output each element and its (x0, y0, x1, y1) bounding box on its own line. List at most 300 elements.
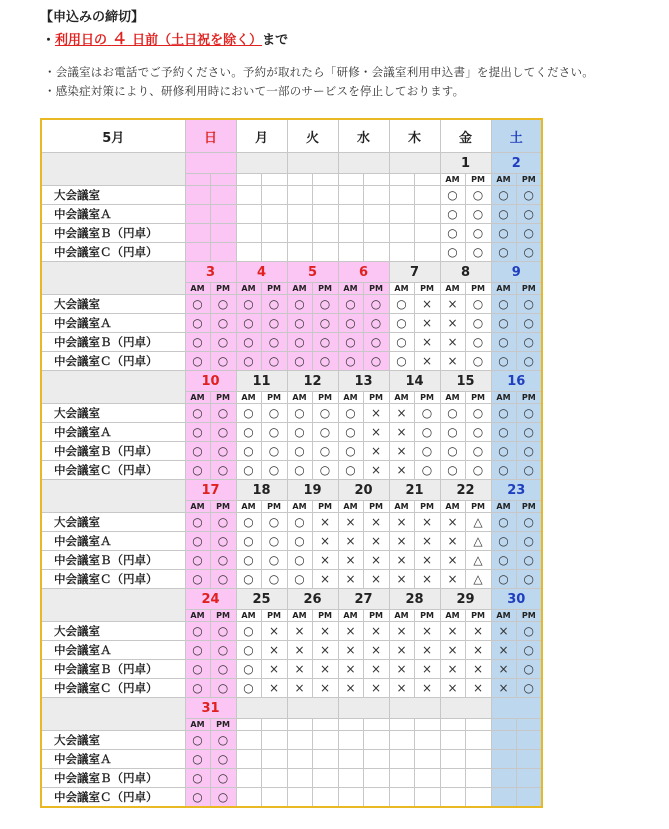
availability-slot[interactable]: ○ (210, 333, 236, 352)
availability-slot[interactable]: × (389, 513, 414, 532)
availability-slot[interactable]: ○ (287, 314, 312, 333)
availability-slot (261, 731, 287, 750)
availability-slot[interactable]: ○ (516, 333, 542, 352)
availability-slot[interactable]: ○ (210, 314, 236, 333)
availability-slot[interactable]: ○ (312, 333, 338, 352)
availability-slot[interactable]: × (363, 641, 389, 660)
availability-slot[interactable]: × (338, 570, 363, 589)
availability-slot[interactable]: ○ (389, 295, 414, 314)
availability-slot[interactable]: × (312, 532, 338, 551)
availability-slot[interactable]: ○ (338, 333, 363, 352)
am-label: AM (185, 719, 210, 731)
availability-slot[interactable]: × (440, 679, 465, 698)
availability-slot[interactable]: × (312, 641, 338, 660)
availability-slot[interactable]: ○ (185, 295, 210, 314)
availability-slot[interactable]: ○ (210, 352, 236, 371)
availability-slot[interactable]: ○ (414, 442, 440, 461)
availability-slot[interactable]: × (338, 679, 363, 698)
availability-slot[interactable]: ○ (363, 314, 389, 333)
availability-slot[interactable]: △ (465, 570, 491, 589)
availability-slot[interactable]: ○ (491, 532, 516, 551)
availability-slot[interactable]: ○ (210, 731, 236, 750)
am-label (287, 174, 312, 186)
availability-slot[interactable]: × (338, 641, 363, 660)
date-cell: 4 (236, 262, 287, 283)
availability-slot[interactable]: ○ (363, 295, 389, 314)
availability-slot (414, 731, 440, 750)
availability-slot[interactable]: × (389, 404, 414, 423)
date-cell (491, 698, 542, 719)
availability-slot[interactable]: × (465, 641, 491, 660)
availability-slot[interactable]: × (363, 461, 389, 480)
availability-slot[interactable]: ○ (389, 352, 414, 371)
availability-slot[interactable]: ○ (516, 404, 542, 423)
availability-slot (312, 186, 338, 205)
availability-slot[interactable]: ○ (491, 551, 516, 570)
availability-slot[interactable]: ○ (491, 333, 516, 352)
availability-slot[interactable]: ○ (185, 461, 210, 480)
availability-slot[interactable]: × (287, 641, 312, 660)
availability-slot[interactable]: ○ (236, 295, 261, 314)
availability-slot[interactable]: ○ (185, 404, 210, 423)
availability-slot[interactable]: × (363, 423, 389, 442)
availability-slot[interactable]: ○ (210, 551, 236, 570)
availability-slot[interactable]: ○ (236, 513, 261, 532)
availability-slot[interactable]: ○ (236, 423, 261, 442)
availability-slot[interactable]: ○ (210, 404, 236, 423)
room-name: 中会議室Ａ (41, 532, 185, 551)
availability-slot[interactable]: ○ (465, 333, 491, 352)
room-row (41, 205, 542, 224)
availability-slot (312, 224, 338, 243)
availability-slot[interactable]: × (414, 314, 440, 333)
availability-slot[interactable]: ○ (210, 461, 236, 480)
availability-slot[interactable]: ○ (185, 442, 210, 461)
availability-slot[interactable]: × (312, 551, 338, 570)
availability-slot[interactable]: × (363, 442, 389, 461)
availability-slot[interactable]: ○ (287, 333, 312, 352)
availability-slot[interactable]: × (261, 679, 287, 698)
availability-slot[interactable]: ○ (185, 731, 210, 750)
pm-label: PM (261, 392, 287, 404)
availability-slot[interactable]: × (414, 551, 440, 570)
availability-slot[interactable]: ○ (338, 461, 363, 480)
availability-slot[interactable]: × (287, 679, 312, 698)
room-row (41, 314, 542, 333)
availability-slot[interactable]: ○ (261, 352, 287, 371)
pm-label (261, 719, 287, 731)
availability-slot[interactable]: ○ (491, 570, 516, 589)
room-row (41, 461, 542, 480)
am-label: AM (491, 610, 516, 622)
availability-slot[interactable]: ○ (287, 513, 312, 532)
availability-slot[interactable]: ○ (236, 314, 261, 333)
availability-slot[interactable]: ○ (516, 641, 542, 660)
availability-slot[interactable]: ○ (210, 660, 236, 679)
availability-slot[interactable]: ○ (491, 352, 516, 371)
availability-slot (261, 205, 287, 224)
pm-label: PM (465, 174, 491, 186)
availability-slot[interactable]: ○ (440, 404, 465, 423)
availability-slot[interactable]: ○ (261, 314, 287, 333)
availability-slot[interactable]: ○ (389, 314, 414, 333)
availability-slot[interactable]: ○ (261, 404, 287, 423)
availability-slot[interactable]: ○ (516, 679, 542, 698)
availability-slot[interactable]: × (312, 660, 338, 679)
availability-slot[interactable]: ○ (312, 423, 338, 442)
availability-slot[interactable]: ○ (465, 205, 491, 224)
availability-slot[interactable]: × (491, 622, 516, 641)
availability-slot[interactable]: ○ (185, 788, 210, 808)
availability-slot[interactable]: × (440, 570, 465, 589)
availability-slot[interactable]: ○ (516, 186, 542, 205)
availability-slot[interactable]: ○ (465, 442, 491, 461)
availability-slot[interactable]: ○ (465, 295, 491, 314)
availability-slot[interactable]: × (414, 333, 440, 352)
room-row (41, 224, 542, 243)
availability-slot[interactable]: ○ (440, 205, 465, 224)
date-cell: 22 (440, 480, 491, 501)
availability-slot[interactable]: × (312, 622, 338, 641)
availability-slot[interactable]: ○ (338, 295, 363, 314)
availability-slot[interactable]: ○ (516, 513, 542, 532)
availability-slot[interactable]: ○ (287, 352, 312, 371)
availability-slot[interactable]: ○ (210, 513, 236, 532)
availability-slot[interactable]: ○ (236, 352, 261, 371)
availability-slot[interactable]: ○ (440, 224, 465, 243)
availability-slot (363, 731, 389, 750)
availability-slot[interactable]: ○ (185, 532, 210, 551)
availability-slot[interactable]: ○ (185, 423, 210, 442)
availability-slot[interactable]: × (389, 679, 414, 698)
pm-label: PM (465, 610, 491, 622)
availability-slot[interactable]: ○ (465, 224, 491, 243)
availability-slot[interactable]: × (465, 660, 491, 679)
availability-slot[interactable]: ○ (338, 352, 363, 371)
availability-slot[interactable]: × (287, 660, 312, 679)
date-cell: 14 (389, 371, 440, 392)
deadline-highlight (55, 29, 263, 48)
availability-slot[interactable]: ○ (236, 404, 261, 423)
availability-slot[interactable]: × (414, 622, 440, 641)
availability-slot[interactable]: ○ (261, 513, 287, 532)
availability-slot[interactable]: ○ (210, 442, 236, 461)
availability-slot[interactable]: ○ (440, 442, 465, 461)
availability-slot[interactable]: ○ (465, 461, 491, 480)
availability-slot[interactable]: ○ (236, 461, 261, 480)
availability-slot[interactable]: ○ (236, 570, 261, 589)
availability-slot (261, 186, 287, 205)
availability-slot[interactable]: × (363, 532, 389, 551)
availability-slot[interactable]: ○ (491, 461, 516, 480)
availability-slot[interactable]: × (440, 532, 465, 551)
availability-slot[interactable]: ○ (287, 423, 312, 442)
availability-slot[interactable]: ○ (491, 404, 516, 423)
availability-slot[interactable]: ○ (261, 570, 287, 589)
availability-slot[interactable]: × (363, 660, 389, 679)
availability-slot[interactable]: ○ (236, 622, 261, 641)
availability-slot[interactable]: × (389, 423, 414, 442)
date-cell: 10 (185, 371, 236, 392)
availability-slot[interactable]: ○ (210, 788, 236, 808)
availability-slot[interactable]: ○ (491, 442, 516, 461)
availability-slot[interactable]: ○ (261, 333, 287, 352)
availability-slot[interactable]: ○ (465, 423, 491, 442)
availability-slot[interactable]: × (312, 570, 338, 589)
availability-slot[interactable]: × (363, 404, 389, 423)
availability-slot[interactable]: ○ (491, 314, 516, 333)
availability-slot[interactable]: × (414, 679, 440, 698)
availability-slot[interactable]: ○ (516, 622, 542, 641)
availability-slot[interactable]: ○ (491, 423, 516, 442)
availability-slot[interactable]: △ (465, 532, 491, 551)
availability-slot[interactable]: ○ (236, 551, 261, 570)
availability-slot[interactable]: × (414, 295, 440, 314)
availability-slot (338, 769, 363, 788)
availability-slot[interactable]: × (389, 532, 414, 551)
availability-slot[interactable]: × (363, 513, 389, 532)
availability-slot[interactable]: × (363, 622, 389, 641)
availability-slot[interactable]: ○ (516, 243, 542, 262)
availability-slot[interactable]: ○ (236, 679, 261, 698)
availability-slot[interactable]: × (465, 679, 491, 698)
availability-slot[interactable]: ○ (363, 333, 389, 352)
availability-slot[interactable]: ○ (465, 352, 491, 371)
availability-slot[interactable]: ○ (210, 622, 236, 641)
availability-slot[interactable]: ○ (312, 295, 338, 314)
note-infection: ・感染症対策により、研修利用時において一部のサービスを停止しております。 (44, 84, 465, 98)
room-row (41, 622, 542, 641)
availability-slot[interactable]: × (440, 333, 465, 352)
availability-slot[interactable]: × (414, 570, 440, 589)
availability-slot[interactable]: × (414, 660, 440, 679)
availability-slot[interactable]: × (389, 461, 414, 480)
availability-slot[interactable]: ○ (287, 404, 312, 423)
room-name: 中会議室Ｃ（円卓） (41, 788, 185, 808)
availability-slot[interactable]: × (261, 622, 287, 641)
availability-slot[interactable]: ○ (287, 295, 312, 314)
availability-slot[interactable]: ○ (210, 295, 236, 314)
availability-slot[interactable]: △ (465, 513, 491, 532)
availability-slot[interactable]: ○ (287, 461, 312, 480)
availability-slot[interactable]: ○ (210, 570, 236, 589)
availability-slot[interactable]: ○ (516, 532, 542, 551)
availability-slot[interactable]: ○ (261, 423, 287, 442)
pm-label (414, 174, 440, 186)
availability-slot[interactable]: ○ (440, 461, 465, 480)
availability-slot[interactable]: ○ (261, 295, 287, 314)
availability-slot[interactable]: ○ (185, 622, 210, 641)
availability-slot[interactable]: ○ (363, 352, 389, 371)
availability-slot[interactable]: × (414, 641, 440, 660)
availability-slot[interactable]: ○ (312, 461, 338, 480)
weekday-6: 土 (491, 119, 542, 153)
availability-slot[interactable]: × (414, 352, 440, 371)
availability-slot[interactable]: ○ (516, 224, 542, 243)
availability-slot[interactable]: × (389, 442, 414, 461)
room-name: 中会議室Ｃ（円卓） (41, 570, 185, 589)
availability-slot[interactable]: ○ (414, 461, 440, 480)
availability-slot[interactable]: × (440, 622, 465, 641)
availability-slot[interactable]: ○ (516, 461, 542, 480)
availability-slot[interactable]: ○ (185, 750, 210, 769)
availability-slot[interactable]: ○ (236, 442, 261, 461)
availability-slot[interactable]: × (312, 513, 338, 532)
availability-slot[interactable]: ○ (287, 532, 312, 551)
availability-slot[interactable]: ○ (185, 769, 210, 788)
date-cell: 2 (491, 153, 542, 174)
availability-slot (312, 205, 338, 224)
availability-slot[interactable]: ○ (210, 769, 236, 788)
availability-slot[interactable]: × (491, 660, 516, 679)
availability-slot[interactable]: ○ (185, 570, 210, 589)
availability-slot (465, 788, 491, 808)
availability-slot[interactable]: × (414, 532, 440, 551)
availability-slot[interactable]: × (261, 660, 287, 679)
availability-slot[interactable]: ○ (210, 423, 236, 442)
availability-slot[interactable]: ○ (185, 679, 210, 698)
availability-slot[interactable]: ○ (491, 224, 516, 243)
availability-slot[interactable]: ○ (312, 352, 338, 371)
availability-slot[interactable]: × (338, 660, 363, 679)
availability-slot[interactable]: ○ (338, 442, 363, 461)
availability-slot[interactable]: × (440, 551, 465, 570)
availability-slot[interactable]: ○ (312, 314, 338, 333)
availability-slot[interactable]: ○ (185, 660, 210, 679)
availability-slot[interactable]: ○ (389, 333, 414, 352)
am-label: AM (338, 283, 363, 295)
availability-slot[interactable]: ○ (516, 314, 542, 333)
availability-slot[interactable]: ○ (338, 314, 363, 333)
availability-slot (261, 243, 287, 262)
availability-slot[interactable]: ○ (287, 551, 312, 570)
pm-label: PM (414, 501, 440, 513)
availability-slot[interactable]: △ (465, 551, 491, 570)
availability-slot[interactable]: × (338, 622, 363, 641)
availability-slot[interactable]: × (414, 513, 440, 532)
availability-slot[interactable]: × (491, 679, 516, 698)
availability-slot[interactable]: ○ (491, 243, 516, 262)
availability-slot[interactable]: × (440, 513, 465, 532)
availability-slot[interactable]: ○ (185, 641, 210, 660)
availability-slot (185, 224, 210, 243)
availability-slot[interactable]: ○ (414, 423, 440, 442)
availability-slot[interactable]: ○ (185, 333, 210, 352)
availability-slot (236, 205, 261, 224)
availability-slot (312, 769, 338, 788)
deadline-heading: 【申込みの締切】 (40, 10, 145, 25)
availability-slot[interactable]: × (389, 551, 414, 570)
availability-slot[interactable]: × (389, 622, 414, 641)
availability-slot[interactable]: ○ (210, 679, 236, 698)
availability-slot[interactable]: ○ (185, 352, 210, 371)
availability-slot[interactable]: ○ (491, 513, 516, 532)
availability-slot[interactable]: ○ (414, 404, 440, 423)
availability-slot[interactable]: ○ (185, 314, 210, 333)
availability-slot[interactable]: ○ (465, 243, 491, 262)
availability-slot[interactable]: × (440, 641, 465, 660)
availability-slot[interactable]: ○ (516, 352, 542, 371)
date-cell (338, 698, 389, 719)
date-cell: 27 (338, 589, 389, 610)
availability-slot[interactable]: ○ (236, 333, 261, 352)
availability-slot[interactable]: ○ (312, 404, 338, 423)
availability-slot[interactable]: ○ (312, 442, 338, 461)
availability-slot[interactable]: ○ (261, 551, 287, 570)
availability-slot[interactable]: ○ (516, 423, 542, 442)
availability-slot[interactable]: ○ (210, 641, 236, 660)
availability-slot[interactable]: × (440, 314, 465, 333)
availability-slot[interactable]: × (440, 295, 465, 314)
availability-slot[interactable]: ○ (465, 314, 491, 333)
am-label: AM (338, 501, 363, 513)
availability-slot[interactable]: ○ (516, 551, 542, 570)
pm-label: PM (210, 610, 236, 622)
availability-slot[interactable]: ○ (287, 570, 312, 589)
availability-slot[interactable]: × (389, 641, 414, 660)
availability-slot[interactable]: ○ (236, 532, 261, 551)
availability-slot[interactable]: ○ (261, 461, 287, 480)
availability-slot[interactable]: × (465, 622, 491, 641)
room-row (41, 423, 542, 442)
availability-slot[interactable]: ○ (338, 423, 363, 442)
availability-slot[interactable]: × (491, 641, 516, 660)
availability-slot[interactable]: ○ (516, 570, 542, 589)
availability-slot[interactable]: × (389, 570, 414, 589)
availability-slot[interactable]: ○ (210, 532, 236, 551)
availability-slot[interactable]: × (440, 352, 465, 371)
availability-slot[interactable]: ○ (210, 750, 236, 769)
availability-slot[interactable]: ○ (440, 423, 465, 442)
availability-slot[interactable]: × (261, 641, 287, 660)
availability-slot[interactable]: × (363, 570, 389, 589)
availability-slot[interactable]: × (338, 532, 363, 551)
availability-slot[interactable]: ○ (491, 186, 516, 205)
availability-slot[interactable]: × (287, 622, 312, 641)
availability-slot[interactable]: ○ (287, 442, 312, 461)
availability-slot (389, 224, 414, 243)
availability-slot[interactable]: ○ (516, 442, 542, 461)
availability-slot[interactable]: × (363, 679, 389, 698)
availability-slot (491, 788, 516, 808)
availability-slot[interactable]: ○ (516, 660, 542, 679)
availability-slot[interactable]: ○ (338, 404, 363, 423)
availability-slot[interactable]: ○ (516, 205, 542, 224)
availability-slot[interactable]: ○ (185, 513, 210, 532)
availability-slot[interactable]: ○ (491, 295, 516, 314)
am-label: AM (287, 283, 312, 295)
availability-slot[interactable]: ○ (440, 186, 465, 205)
availability-slot[interactable]: ○ (261, 532, 287, 551)
availability-slot[interactable]: ○ (261, 442, 287, 461)
availability-slot[interactable]: × (389, 660, 414, 679)
availability-slot[interactable]: ○ (185, 551, 210, 570)
availability-slot[interactable]: × (312, 679, 338, 698)
availability-slot[interactable]: ○ (440, 243, 465, 262)
availability-slot[interactable]: × (338, 513, 363, 532)
availability-slot[interactable]: ○ (516, 295, 542, 314)
availability-slot[interactable]: ○ (465, 404, 491, 423)
availability-slot[interactable]: ○ (491, 205, 516, 224)
availability-slot[interactable]: × (338, 551, 363, 570)
availability-slot[interactable]: ○ (236, 641, 261, 660)
availability-slot[interactable]: × (363, 551, 389, 570)
availability-slot[interactable]: × (440, 660, 465, 679)
availability-slot[interactable]: ○ (465, 186, 491, 205)
availability-slot[interactable]: ○ (236, 660, 261, 679)
pm-label: PM (261, 610, 287, 622)
date-cell (287, 698, 338, 719)
